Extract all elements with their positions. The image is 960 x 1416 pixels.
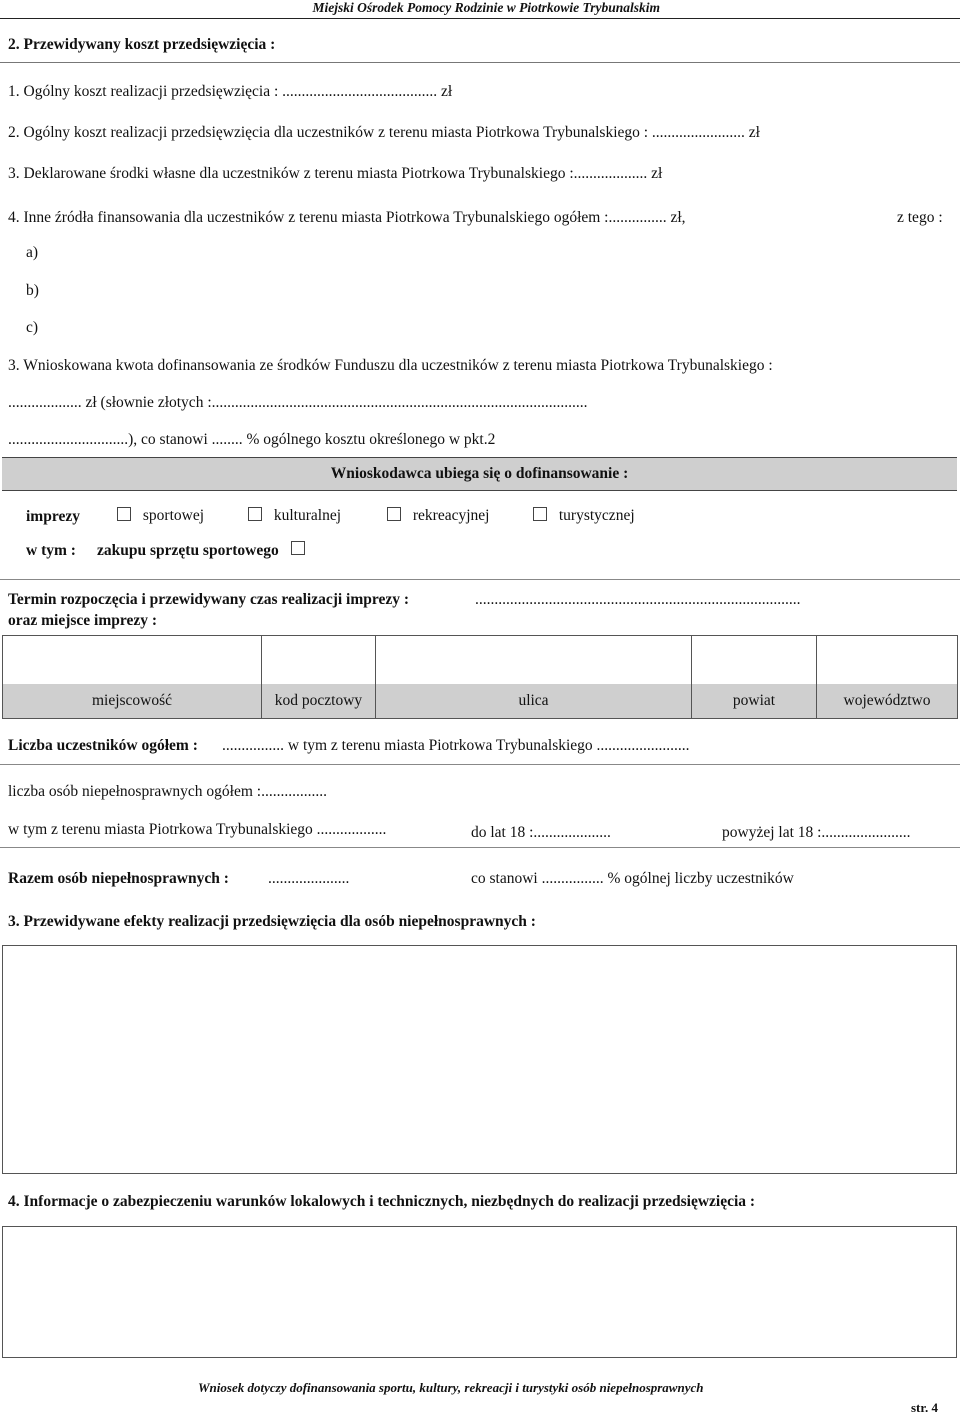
location-input-county[interactable] <box>692 636 817 685</box>
over-18-field[interactable]: powyżej lat 18 :....................... <box>722 824 911 841</box>
page-number: str. 4 <box>911 1400 938 1415</box>
disabled-city-field[interactable]: w tym z terenu miasta Piotrkowa Trybunalskiego .................. <box>8 821 387 838</box>
location-col-province: województwo <box>817 684 958 719</box>
funding-request-banner <box>2 457 957 491</box>
institution-header: Miejski Ośrodek Pomocy Rodzinie w Piotrkowie Trybunalskim <box>312 0 660 15</box>
own-funds-line[interactable]: 3. Deklarowane środki własne dla uczestników z terenu miasta Piotrkowa Trybunalskiego :................... zł <box>8 165 663 182</box>
option-recreation[interactable] <box>387 506 489 526</box>
option-tourism-label: turystycznej <box>558 507 635 524</box>
location-col-street: ulica <box>376 684 692 719</box>
funding-request-banner-text: Wnioskodawca ubiega się o dofinansowanie : <box>330 465 629 482</box>
participants-total-field[interactable]: ................ w tym z terenu miasta Piotrkowa Trybunalskiego ........................ <box>222 737 690 754</box>
city-participants-cost-line[interactable]: 2. Ogólny koszt realizacji przedsięwzięcia dla uczestników z terenu miasta Piotrkowa Trybunalskiego : ........................ zł <box>8 124 760 141</box>
location-col-postcode: kod pocztowy <box>262 684 376 719</box>
location-input-street[interactable] <box>376 636 692 685</box>
checkbox-culture[interactable] <box>248 507 262 521</box>
location-input-town[interactable] <box>3 636 262 685</box>
option-equipment[interactable] <box>97 541 305 561</box>
event-section-rule <box>0 579 960 580</box>
disabled-total-field[interactable]: liczba osób niepełnosprawnych ogółem :................. <box>8 783 327 800</box>
checkbox-equipment[interactable] <box>291 541 305 555</box>
location-col-county: powiat <box>692 684 817 719</box>
event-type-label: imprezy <box>26 508 80 525</box>
source-item-c[interactable]: c) <box>26 319 39 336</box>
source-item-a[interactable]: a) <box>26 244 39 261</box>
location-label-row <box>3 684 958 719</box>
section3-title: 3. Przewidywane efekty realizacji przedsięwzięcia dla osób niepełnosprawnych : <box>8 913 536 930</box>
section2-rule <box>0 62 960 63</box>
checkbox-sport[interactable] <box>117 507 131 521</box>
location-table <box>2 635 958 719</box>
option-recreation-label: rekreacyjnej <box>412 507 490 524</box>
disabled-sum-label: Razem osób niepełnosprawnych : <box>8 870 229 887</box>
participants-total-label: Liczba uczestników ogółem : <box>8 737 198 754</box>
under-18-field[interactable]: do lat 18 :.................... <box>471 824 611 841</box>
conditions-textarea[interactable] <box>2 1226 957 1358</box>
option-sport-label: sportowej <box>142 507 205 524</box>
requested-amount-percent-line[interactable]: ...............................), co stanowi ........ % ogólnego kosztu określonego w pkt.2 <box>8 431 496 448</box>
location-input-province[interactable] <box>817 636 958 685</box>
header-rule <box>0 18 960 19</box>
term-label: Termin rozpoczęcia i przewidywany czas realizacji imprezy : <box>8 591 410 608</box>
disabled-rule <box>0 847 960 848</box>
option-equipment-label: zakupu sprzętu sportowego <box>97 542 279 559</box>
section2-title: 2. Przewidywany koszt przedsięwzięcia : <box>8 36 276 53</box>
checkbox-recreation[interactable] <box>387 507 401 521</box>
checkbox-tourism[interactable] <box>533 507 547 521</box>
option-culture[interactable] <box>248 506 341 526</box>
location-input-row <box>3 636 958 685</box>
requested-amount-words-line[interactable]: ................... zł (słownie złotych :................................................................................................. <box>8 394 588 411</box>
option-sport[interactable] <box>117 506 204 526</box>
option-tourism[interactable] <box>533 506 635 526</box>
source-item-b[interactable]: b) <box>26 282 39 299</box>
option-culture-label: kulturalnej <box>273 507 342 524</box>
effects-textarea[interactable] <box>2 945 957 1174</box>
disabled-share-field[interactable]: co stanowi ................ % ogólnej liczby uczestników <box>471 870 794 887</box>
place-label: oraz miejsce imprezy : <box>8 612 158 629</box>
location-input-postcode[interactable] <box>262 636 376 685</box>
other-sources-suffix: z tego : <box>897 209 943 226</box>
section4-title: 4. Informacje o zabezpieczeniu warunków lokalowych i technicznych, niezbędnych do realizacji przedsięwzięcia : <box>8 1193 756 1210</box>
total-cost-line[interactable]: 1. Ogólny koszt realizacji przedsięwzięcia : ........................................ zł <box>8 83 453 100</box>
including-label: w tym : <box>26 542 76 559</box>
participants-rule <box>0 764 960 765</box>
footer-note: Wniosek dotyczy dofinansowania sportu, kultury, rekreacji i turystyki osób niepełnosprawnych <box>198 1380 704 1395</box>
location-col-town: miejscowość <box>3 684 262 719</box>
other-sources-line[interactable]: 4. Inne źródła finansowania dla uczestników z terenu miasta Piotrkowa Trybunalskiego ogółem :............... zł, <box>8 209 686 226</box>
requested-amount-line: 3. Wnioskowana kwota dofinansowania ze środków Funduszu dla uczestników z terenu miasta Piotrkowa Trybunalskiego : <box>8 357 773 374</box>
disabled-sum-field[interactable]: ..................... <box>268 870 350 887</box>
term-field[interactable]: .................................................................................... <box>475 591 801 608</box>
